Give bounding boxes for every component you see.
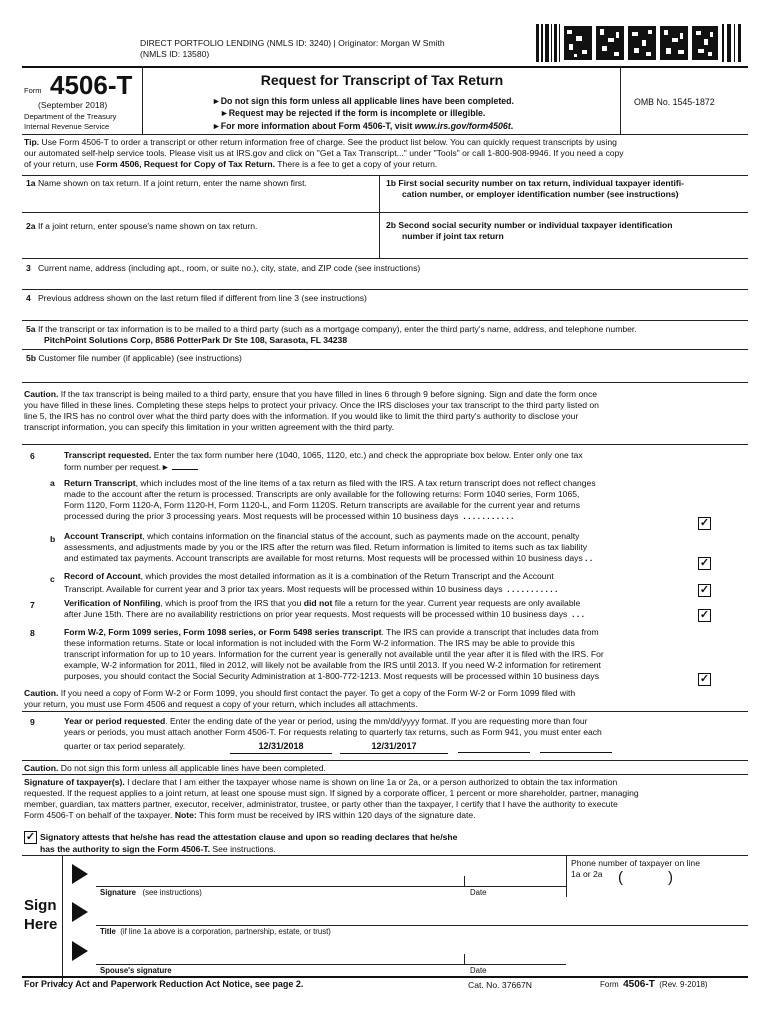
tip-text: Tip. Use Form 4506-T to order a transcript or other return information free of charge. See the product list below. You can quickly request transcripts by using our automated self-help service tools. Please visit us at IRS.gov and click on "Get a Tax Transcript..." under "Tools" or call 1-800-908-9946. If you need a copy of your return, use Form 4506, Request for Copy of Tax Return. There is a fee to get a copy of your return. [24, 137, 624, 169]
form-date: (September 2018) [38, 100, 108, 110]
catalog-number: Cat. No. 37667N [468, 980, 533, 990]
line-5b-label: 5b Customer file number (if applicable) (see instructions) [26, 353, 242, 363]
return-transcript-checkbox[interactable]: ✓ [699, 517, 710, 529]
barcode-icon [536, 24, 746, 64]
line-4-label: 4 Previous address shown on the last return filed if different from line 3 (see instructions) [26, 293, 367, 303]
line-6c-text: Record of Account, which provides the most detailed information as it is a combination of the Return Transcript and the Account Transcript. Available for current year and 3 prior tax years. Most requests will be processed within 10 business days . . . . . . . . . . . [64, 571, 558, 594]
line-9-text: Year or period requested. Enter the ending date of the year or period, using the mm/dd/yyyy format. If you are requesting more than four years or periods, you must attach another Form 4506-T. For requests relating to quarterly tax returns, such as Form 941, you must enter each quarter or tax period separately. [64, 716, 602, 751]
line-1b-field[interactable] [386, 200, 746, 210]
account-transcript-checkbox[interactable]: ✓ [699, 557, 710, 569]
lender-line-2: (NMLS ID: 13580) [140, 49, 210, 59]
line-3-field[interactable] [26, 275, 746, 287]
tax-form-number-field[interactable] [172, 461, 198, 470]
line-2b-label: 2b Second social security number or individual taxpayer identification [386, 220, 673, 230]
attest-checkbox[interactable]: ✓ [25, 831, 36, 843]
period-date-1[interactable]: 12/31/2018 [230, 741, 332, 754]
caution-sign: Caution. Do not sign this form unless all applicable lines have been completed. [24, 763, 326, 773]
line-1a-label: 1a Name shown on tax return. If a joint return, enter the name shown first. [26, 178, 307, 188]
phone-field[interactable] [630, 872, 742, 888]
record-of-account-checkbox[interactable]: ✓ [699, 584, 710, 596]
line-2b-field[interactable] [386, 243, 746, 256]
line-8-number: 8 [30, 628, 35, 638]
line-6a-letter: a [50, 478, 55, 488]
signature-field[interactable] [98, 862, 456, 884]
privacy-notice: For Privacy Act and Paperwork Reduction Act Notice, see page 2. [24, 979, 304, 989]
spouse-arrow-icon [72, 941, 88, 961]
line-6a-text: Return Transcript, which includes most of the line items of a tax return as filed with the IRS. A tax return transcript does not reflect changes made to the account after the return is processed. Transcripts are only available for the following returns: Form 1040 series, Form 1065, Form 1120, Form 1120-A, Form 1120-H, Form 1120-L, and Form 1120S. Return transcripts are available for the current year and returns processed during the prior 3 processing years. Most requests will be processed within 10 business days . . . . . . . . . . . [64, 478, 596, 521]
date-label: Date [470, 888, 487, 897]
spouse-date-field[interactable] [470, 940, 562, 962]
spouse-signature-field[interactable] [98, 940, 456, 962]
instruction-3: ►For more information about Form 4506-T, visit www.irs.gov/form4506t. [212, 121, 514, 131]
line-6b-letter: b [50, 534, 56, 544]
line-7-text: Verification of Nonfiling, which is proof from the IRS that you did not file a return for the year. Current year requests are only available after June 15th. There are no availability restrictions on prior year requests. Most requests will be processed within 10 business days . . . [64, 598, 585, 619]
line-5b-field[interactable] [26, 365, 746, 379]
title-field[interactable] [98, 902, 738, 924]
line-5a-label: 5a If the transcript or tax information is to be mailed to a third party (such as a mortgage company), enter the third party's name, address, and telephone number. [26, 324, 637, 334]
omb-number: OMB No. 1545-1872 [634, 97, 715, 107]
form-title: Request for Transcript of Tax Return [260, 72, 504, 88]
phone-paren-close: ) [668, 869, 673, 886]
line-1a-field[interactable] [26, 192, 374, 210]
phone-label: Phone number of taxpayer on line 1a or 2a [571, 858, 700, 879]
line-7-number: 7 [30, 600, 35, 610]
line-6-number: 6 [30, 451, 35, 461]
w2-1099-transcript-checkbox[interactable]: ✓ [699, 673, 710, 685]
period-date-3[interactable] [458, 752, 530, 753]
signature-date-field[interactable] [470, 862, 562, 884]
title-label: Title (if line 1a above is a corporation, partnership, estate, or trust) [100, 927, 331, 936]
phone-paren-open: ( [618, 869, 623, 886]
period-date-2[interactable]: 12/31/2017 [340, 741, 448, 754]
sign-here-label: Sign Here [24, 897, 58, 933]
verification-nonfiling-checkbox[interactable]: ✓ [699, 609, 710, 621]
attest-line-1: Signatory attests that he/she has read the attestation clause and upon so reading declares that he/she [40, 832, 458, 842]
lender-line-1: DIRECT PORTFOLIO LENDING (NMLS ID: 3240) | Originator: Morgan W Smith [140, 38, 445, 48]
irs-link[interactable]: www.irs.gov/form4506t [414, 121, 511, 131]
line-5a-value[interactable]: PitchPoint Solutions Corp, 8586 PotterPark Dr Ste 108, Sarasota, FL 34238 [44, 335, 348, 345]
line-8-text: Form W-2, Form 1099 series, Form 1098 series, or Form 5498 series transcript. The IRS can provide a transcript that includes data from these information returns. State or local information is not included with the Form W-2 information. The IRS may be able to provide this transcript information for up to 10 years. Information for the current year is generally not available until the year after it is filed with the IRS. For example, W-2 information for 2011, filed in 2012, will likely not be available from the IRS until 2013. If you need W-2 information for retirement purposes, you should contact the Social Security Administration at 1-800-772-1213. Most requests will be processed within 10 business days [64, 627, 604, 681]
sign-arrow-icon [72, 864, 88, 884]
instruction-1: ►Do not sign this form unless all applicable lines have been completed. [212, 96, 515, 106]
title-arrow-icon [72, 902, 88, 922]
attest-line-2: has the authority to sign the Form 4506-T. See instructions. [40, 844, 276, 854]
form-number: 4506-T [50, 70, 133, 100]
dept-irs: Internal Revenue Service [24, 122, 110, 131]
line-2a-label: 2a If a joint return, enter spouse's name shown on tax return. [26, 221, 258, 231]
spouse-date-label: Date [470, 966, 487, 975]
line-9-number: 9 [30, 717, 35, 727]
line-4-field[interactable] [26, 305, 746, 317]
spouse-signature-label: Spouse's signature [100, 966, 172, 975]
line-6c-letter: c [50, 574, 55, 584]
line-2a-field[interactable] [26, 234, 374, 256]
line-6b-text: Account Transcript, which contains information on the financial status of the account, such as payments made on the account, penalty assessments, and adjustments made by you or the IRS after the return was filed. Return information is limited to items such as tax liability and estimated tax payments. Account transcripts are available for most returns. Most requests will be processed within 10 business days . . [64, 531, 593, 563]
footer-form-id: Form 4506-T (Rev. 9-2018) [600, 979, 708, 990]
caution-w2-copy: Caution. If you need a copy of Form W-2 or Form 1099, you should first contact the payer. To get a copy of the Form W-2 or Form 1099 filed with your return, you must use Form 4506 and request a copy of your return, which includes all attachments. [24, 688, 576, 709]
line-2b-label-cont: number if joint tax return [402, 231, 504, 241]
line-1b-label: 1b First social security number on tax return, individual taxpayer identifi- [386, 178, 684, 188]
instruction-2: ►Request may be rejected if the form is incomplete or illegible. [220, 108, 486, 118]
period-date-4[interactable] [540, 752, 612, 753]
dept-treasury: Department of the Treasury [24, 112, 117, 121]
form-word: Form [24, 86, 42, 95]
caution-third-party: Caution. If the tax transcript is being mailed to a third party, ensure that you have filled in lines 6 through 9 before signing. Sign and date the form once you have filled in these lines. Completing these steps helps to protect your privacy. Once the IRS discloses your tax transcript to the third party listed on line 5, the IRS has no control over what the third party does with the information. If you would like to limit the third party's authority to disclose your transcript information, you can specify this limitation in your written agreement with the third party. [24, 389, 599, 432]
line-3-label: 3 Current name, address (including apt., room, or suite no.), city, state, and ZIP code (see instructions) [26, 263, 421, 273]
line-1b-label-cont: cation number, or employer identification number (see instructions) [402, 189, 679, 199]
signature-declaration: Signature of taxpayer(s). I declare that I am either the taxpayer whose name is shown on line 1a or 2a, or a person authorized to obtain the tax information requested. If the request applies to a joint return, at least one spouse must sign. If signed by a corporate officer, 1 percent or more shareholder, partner, managing member, guardian, tax matters partner, executor, receiver, administrator, trustee, or party other than the taxpayer, I certify that I have the authority to execute Form 4506-T on behalf of the taxpayer. Note: This form must be received by IRS within 120 days of the signature date. [24, 777, 639, 820]
signature-label: Signature (see instructions) [100, 888, 202, 897]
line-6-text: Transcript requested. Enter the tax form number here (1040, 1065, 1120, etc.) and check the appropriate box below. Enter only one tax form number per request.► [64, 450, 583, 472]
